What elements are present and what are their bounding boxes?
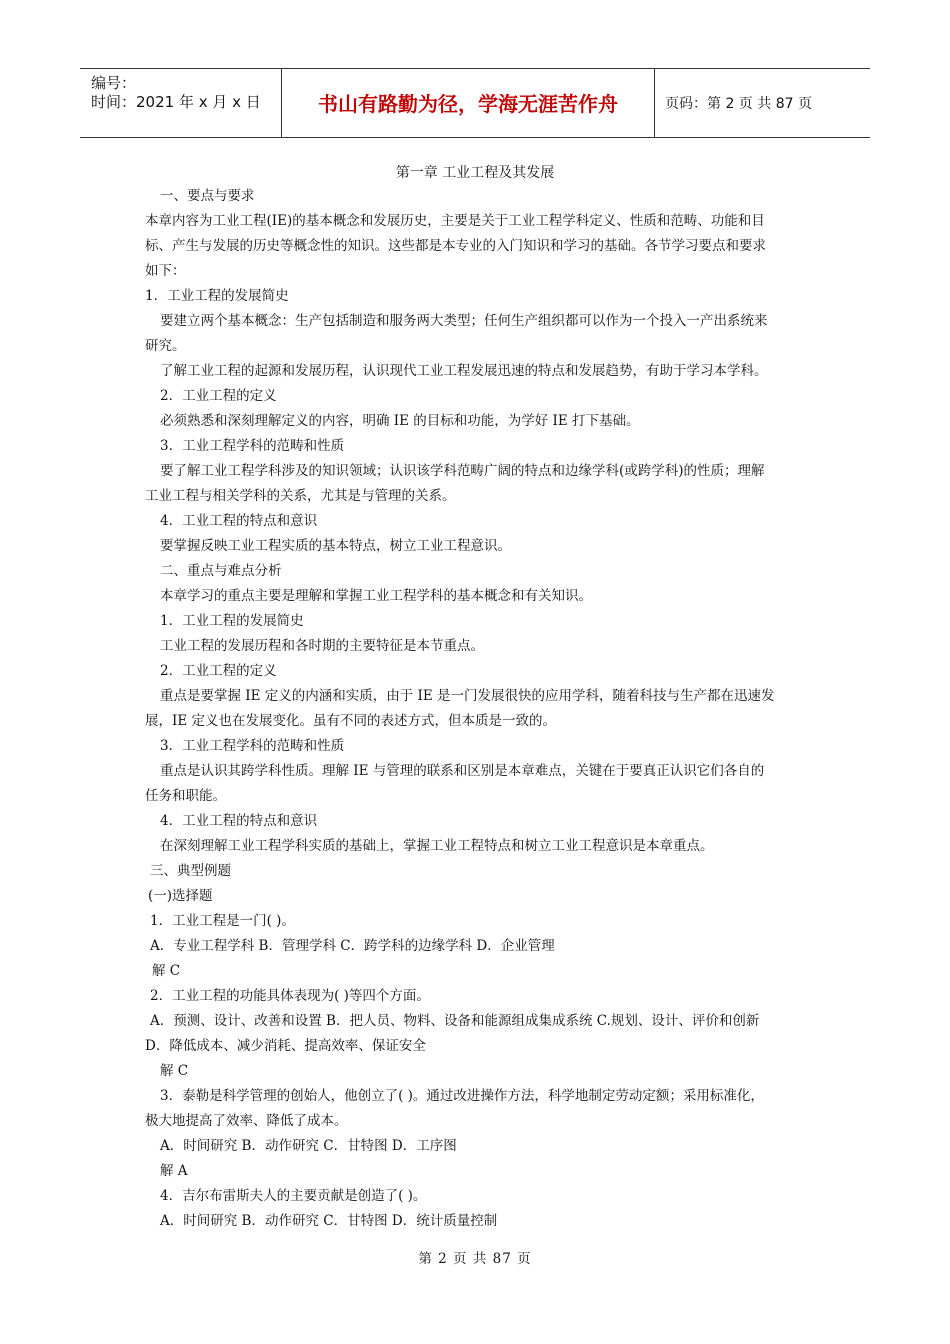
text-line: 2．工业工程的定义 (160, 388, 277, 404)
text-line: 研究。 (145, 338, 186, 354)
text-line: 4．吉尔布雷斯夫人的主要贡献是创造了( )。 (160, 1188, 427, 1204)
chapter-title: 第一章 工业工程及其发展 (395, 165, 555, 181)
text-line: 在深刻理解工业工程学科实质的基础上，掌握工业工程特点和树立工业工程意识是本章重点。 (160, 838, 714, 854)
text-line: 本章学习的重点主要是理解和掌握工业工程学科的基本概念和有关知识。 (160, 588, 592, 604)
text-line: 三、典型例题 (150, 863, 231, 879)
text-line: 重点是要掌握 IE 定义的内涵和实质，由于 IE 是一门发展很快的应用学科，随着科技与生产都在迅速发 (160, 688, 775, 704)
code-label: 编号： (91, 74, 137, 92)
page-footer: 第 2 页 共 87 页 (418, 1251, 532, 1267)
text-line: 要掌握反映工业工程实质的基本特点，树立工业工程意识。 (160, 538, 511, 554)
text-line: 极大地提高了效率、降低了成本。 (145, 1113, 348, 1129)
text-line: 工业工程与相关学科的关系，尤其是与管理的关系。 (145, 488, 456, 504)
text-line: 工业工程的发展历程和各时期的主要特征是本节重点。 (160, 638, 484, 654)
text-line: A．时间研究 B．动作研究 C．甘特图 D．工序图 (160, 1138, 457, 1154)
text-line: 解 C (160, 1063, 189, 1079)
text-line: 二、重点与难点分析 (160, 563, 282, 579)
text-line: 4．工业工程的特点和意识 (160, 813, 318, 829)
text-line: 一、要点与要求 (160, 188, 255, 204)
date-label: 时间：2021 年 x 月 x 日 (91, 93, 261, 111)
header-motto: 书山有路勤为径，学海无涯苦作舟 (282, 69, 655, 137)
page-header (80, 68, 870, 138)
text-line: 解 C (152, 963, 181, 979)
header-page-info: 页码：第 2 页 共 87 页 (665, 96, 812, 112)
text-line: A．预测、设计、改善和设置 B．把人员、物料、设备和能源组成集成系统 C.规划、设计、评价和创新 (150, 1013, 760, 1029)
text-line: A．专业工程学科 B．管理学科 C．跨学科的边缘学科 D．企业管理 (150, 938, 555, 954)
text-line: 2．工业工程的功能具体表现为( )等四个方面。 (150, 988, 430, 1004)
text-line: 1．工业工程是一门( )。 (150, 913, 295, 929)
text-line: 任务和职能。 (145, 788, 226, 804)
text-line: 2．工业工程的定义 (160, 663, 277, 679)
text-line: 本章内容为工业工程(IE)的基本概念和发展历史，主要是关于工业工程学科定义、性质和范畴、功能和目 (145, 213, 765, 229)
text-line: 4．工业工程的特点和意识 (160, 513, 318, 529)
text-line: 展，IE 定义也在发展变化。虽有不同的表述方式，但本质是一致的。 (145, 713, 556, 729)
text-line: 重点是认识其跨学科性质。理解 IE 与管理的联系和区别是本章难点，关键在于要真正认识它们各自的 (160, 763, 765, 779)
text-line: 3．工业工程学科的范畴和性质 (160, 738, 345, 754)
text-line: (一)选择题 (148, 888, 213, 904)
text-line: 如下： (145, 263, 186, 279)
text-line: D．降低成本、减少消耗、提高效率、保证安全 (145, 1038, 426, 1054)
text-line: 3．工业工程学科的范畴和性质 (160, 438, 345, 454)
header-meta (80, 69, 282, 137)
text-line: 1．工业工程的发展简史 (160, 613, 304, 629)
text-line: 解 A (160, 1163, 188, 1179)
text-line: 要了解工业工程学科涉及的知识领域；认识该学科范畴广阔的特点和边缘学科(或跨学科)的性质；理解 (160, 463, 765, 479)
text-line: 1．工业工程的发展简史 (145, 288, 289, 304)
text-line: 要建立两个基本概念：生产包括制造和服务两大类型；任何生产组织都可以作为一个投入一产出系统来 (160, 313, 768, 329)
text-line: 了解工业工程的起源和发展历程，认识现代工业工程发展迅速的特点和发展趋势，有助于学习本学科。 (160, 363, 768, 379)
text-line: 3．泰勒是科学管理的创始人，他创立了( )。通过改进操作方法，科学地制定劳动定额；采用标准化， (160, 1088, 764, 1104)
text-line: 必须熟悉和深刻理解定义的内容，明确 IE 的目标和功能，为学好 IE 打下基础。 (160, 413, 640, 429)
text-line: A．时间研究 B．动作研究 C．甘特图 D．统计质量控制 (160, 1213, 498, 1229)
text-line: 标、产生与发展的历史等概念性的知识。这些都是本专业的入门知识和学习的基础。各节学习要点和要求 (145, 238, 766, 254)
